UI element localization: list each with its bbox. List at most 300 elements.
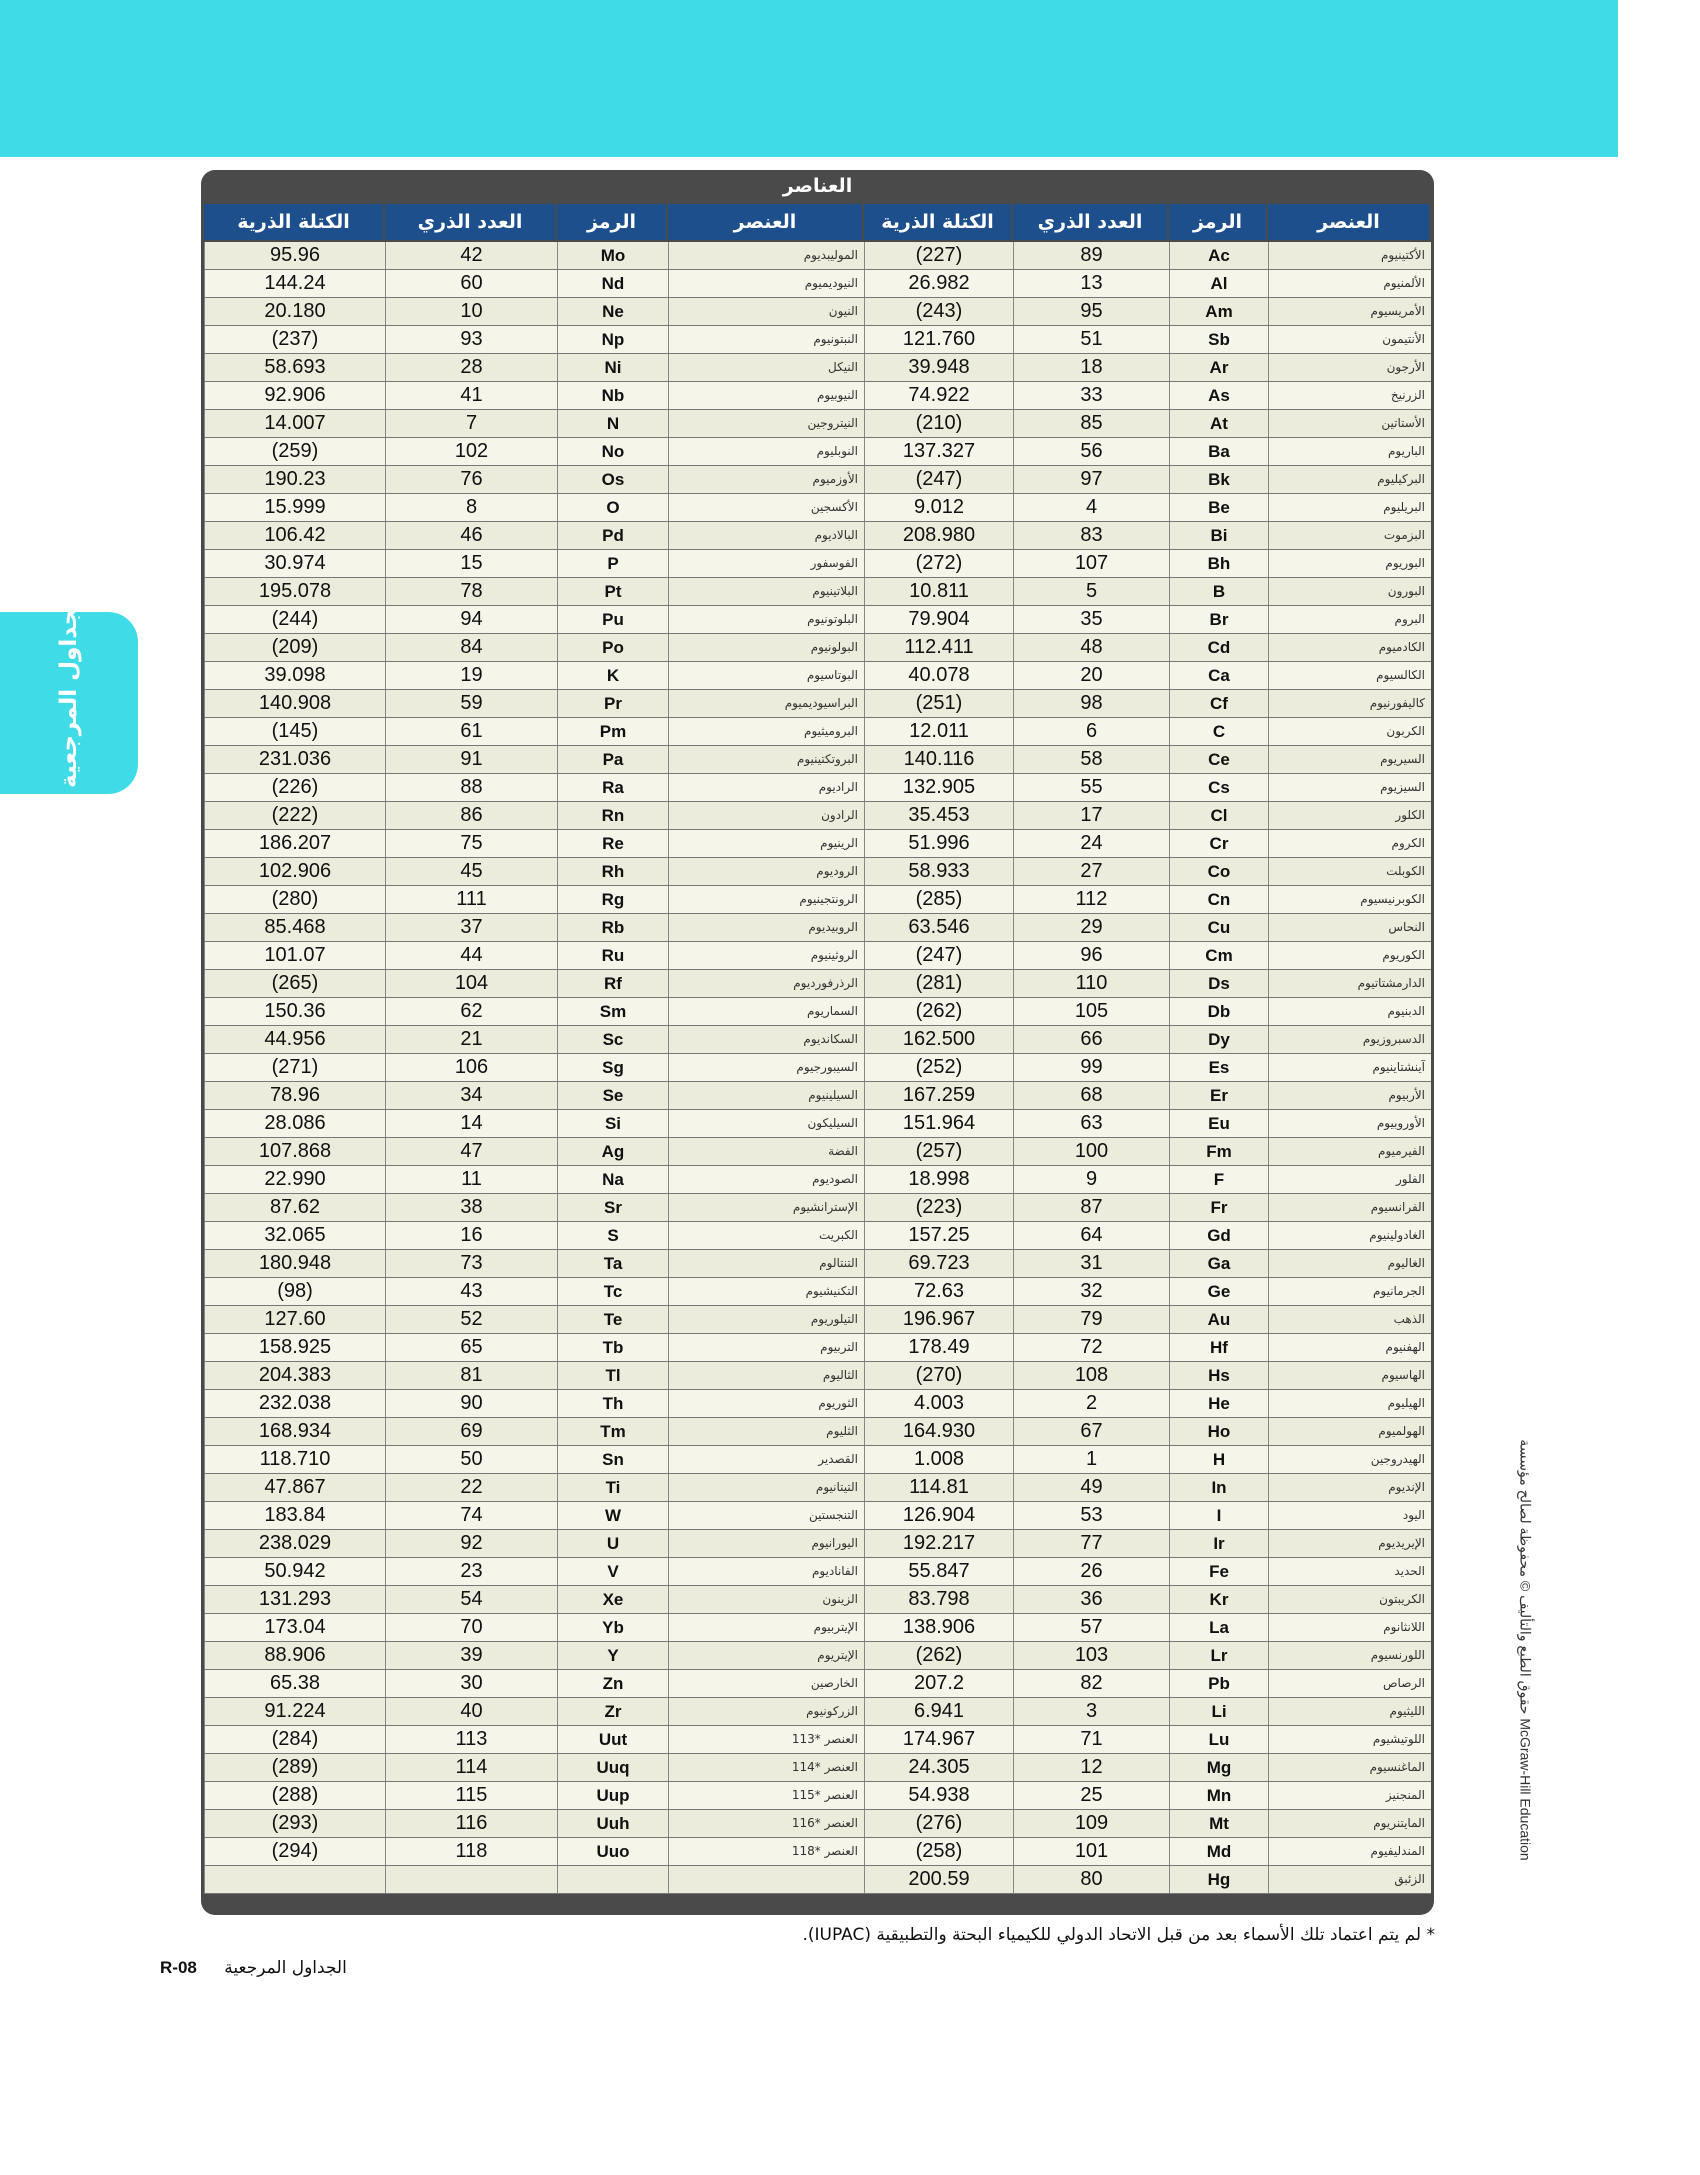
atomic-mass-left: 91.224	[204, 1698, 385, 1725]
element-symbol-left: U	[557, 1530, 668, 1557]
element-name-right: الغادولينيوم	[1268, 1222, 1431, 1249]
atomic-mass-left: 65.38	[204, 1670, 385, 1697]
element-symbol-right: Bk	[1169, 466, 1268, 493]
element-symbol-left: Sm	[557, 998, 668, 1025]
element-symbol-left: Np	[557, 326, 668, 353]
element-name-left: الروبيديوم	[668, 914, 864, 941]
table-row	[204, 634, 1431, 662]
element-name-right: الإنديوم	[1268, 1474, 1431, 1501]
element-name-right: الجرمانيوم	[1268, 1278, 1431, 1305]
table-row	[204, 802, 1431, 830]
header-element-right: العنصر	[1268, 204, 1429, 240]
atomic-number-right: 3	[1013, 1698, 1169, 1725]
atomic-number-right: 101	[1013, 1838, 1169, 1865]
atomic-number-left: 39	[385, 1642, 557, 1669]
element-symbol-left: Tm	[557, 1418, 668, 1445]
atomic-mass-left: 44.956	[204, 1026, 385, 1053]
element-name-left: الفاناديوم	[668, 1558, 864, 1585]
element-symbol-right: Ho	[1169, 1418, 1268, 1445]
atomic-number-left: 76	[385, 466, 557, 493]
atomic-number-left: 102	[385, 438, 557, 465]
element-symbol-left: Ne	[557, 298, 668, 325]
element-symbol-right: In	[1169, 1474, 1268, 1501]
element-symbol-left: Nb	[557, 382, 668, 409]
atomic-mass-left: 50.942	[204, 1558, 385, 1585]
table-row	[204, 1614, 1431, 1642]
element-name-right: آينشتاينيوم	[1268, 1054, 1431, 1081]
atomic-mass-left: 131.293	[204, 1586, 385, 1613]
atomic-number-left: 44	[385, 942, 557, 969]
element-symbol-left: Tb	[557, 1334, 668, 1361]
table-row	[204, 382, 1431, 410]
element-symbol-left: Ti	[557, 1474, 668, 1501]
atomic-mass-right: (247)	[864, 942, 1013, 969]
table-row	[204, 1138, 1431, 1166]
atomic-mass-right: 4.003	[864, 1390, 1013, 1417]
atomic-mass-left: 231.036	[204, 746, 385, 773]
element-name-right: الهولميوم	[1268, 1418, 1431, 1445]
header-symbol-right: الرمز	[1169, 204, 1266, 240]
atomic-mass-left: 47.867	[204, 1474, 385, 1501]
table-row	[204, 1446, 1431, 1474]
atomic-mass-left: (209)	[204, 634, 385, 661]
element-symbol-right: Cm	[1169, 942, 1268, 969]
element-name-right: الكروم	[1268, 830, 1431, 857]
atomic-mass-left: (289)	[204, 1754, 385, 1781]
atomic-number-right: 49	[1013, 1474, 1169, 1501]
atomic-mass-left: 150.36	[204, 998, 385, 1025]
element-name-left: العنصر *115	[668, 1782, 864, 1809]
atomic-number-left: 43	[385, 1278, 557, 1305]
atomic-mass-right: (247)	[864, 466, 1013, 493]
element-name-left: العنصر *116	[668, 1810, 864, 1837]
atomic-mass-left: 20.180	[204, 298, 385, 325]
element-symbol-right: Cn	[1169, 886, 1268, 913]
element-name-left: الثوريوم	[668, 1390, 864, 1417]
page-label: الجداول المرجعية	[224, 1958, 347, 1978]
element-name-left: الفضة	[668, 1138, 864, 1165]
atomic-number-right: 48	[1013, 634, 1169, 661]
table-row	[204, 354, 1431, 382]
atomic-number-right: 95	[1013, 298, 1169, 325]
atomic-mass-right: 26.982	[864, 270, 1013, 297]
atomic-number-left: 88	[385, 774, 557, 801]
atomic-mass-left: (244)	[204, 606, 385, 633]
element-name-right: الليثيوم	[1268, 1698, 1431, 1725]
table-row	[204, 690, 1431, 718]
element-symbol-right: Sb	[1169, 326, 1268, 353]
atomic-mass-left: (265)	[204, 970, 385, 997]
atomic-number-left: 19	[385, 662, 557, 689]
atomic-number-right: 83	[1013, 522, 1169, 549]
atomic-number-right: 18	[1013, 354, 1169, 381]
element-symbol-left: Rg	[557, 886, 668, 913]
table-row	[204, 1642, 1431, 1670]
element-symbol-right: Co	[1169, 858, 1268, 885]
atomic-mass-right: 137.327	[864, 438, 1013, 465]
element-symbol-right: Mt	[1169, 1810, 1268, 1837]
atomic-number-left: 93	[385, 326, 557, 353]
element-name-left: الموليبديوم	[668, 242, 864, 269]
element-symbol-left: Ni	[557, 354, 668, 381]
element-symbol-left: W	[557, 1502, 668, 1529]
header-mass-left: الكتلة الذرية	[204, 204, 383, 240]
element-name-left: الأوزميوم	[668, 466, 864, 493]
element-symbol-right: Md	[1169, 1838, 1268, 1865]
element-symbol-right: Es	[1169, 1054, 1268, 1081]
atomic-mass-left: 180.948	[204, 1250, 385, 1277]
element-symbol-right: Hs	[1169, 1362, 1268, 1389]
table-row	[204, 606, 1431, 634]
element-symbol-left: Te	[557, 1306, 668, 1333]
element-symbol-left: Uut	[557, 1726, 668, 1753]
element-name-left: البروتكتينيوم	[668, 746, 864, 773]
element-symbol-left: Xe	[557, 1586, 668, 1613]
atomic-number-left: 70	[385, 1614, 557, 1641]
element-symbol-left: Rh	[557, 858, 668, 885]
atomic-mass-right: 112.411	[864, 634, 1013, 661]
atomic-number-left: 47	[385, 1138, 557, 1165]
atomic-mass-right: (272)	[864, 550, 1013, 577]
element-name-left: الزركونيوم	[668, 1698, 864, 1725]
element-symbol-left: Rb	[557, 914, 668, 941]
atomic-mass-right: (270)	[864, 1362, 1013, 1389]
element-name-left: الرذرفورديوم	[668, 970, 864, 997]
table-row	[204, 1838, 1431, 1866]
element-symbol-right: Pb	[1169, 1670, 1268, 1697]
atomic-number-left: 14	[385, 1110, 557, 1137]
element-name-right: الغاليوم	[1268, 1250, 1431, 1277]
table-row	[204, 1586, 1431, 1614]
element-name-right: البوريوم	[1268, 550, 1431, 577]
atomic-number-right: 53	[1013, 1502, 1169, 1529]
element-symbol-left: Sr	[557, 1194, 668, 1221]
atomic-mass-right: 162.500	[864, 1026, 1013, 1053]
table-row	[204, 1530, 1431, 1558]
element-name-right: الدبنيوم	[1268, 998, 1431, 1025]
atomic-number-left: 22	[385, 1474, 557, 1501]
table-row	[204, 1390, 1431, 1418]
atomic-number-right: 9	[1013, 1166, 1169, 1193]
table-row	[204, 1670, 1431, 1698]
element-name-left: النوبليوم	[668, 438, 864, 465]
element-name-left: الكبريت	[668, 1222, 864, 1249]
element-symbol-right: Cf	[1169, 690, 1268, 717]
atomic-number-left: 74	[385, 1502, 557, 1529]
atomic-mass-left: (226)	[204, 774, 385, 801]
element-name-left: الفوسفور	[668, 550, 864, 577]
atomic-mass-right: 63.546	[864, 914, 1013, 941]
table-row	[204, 1502, 1431, 1530]
atomic-mass-right: 132.905	[864, 774, 1013, 801]
atomic-number-left: 61	[385, 718, 557, 745]
element-symbol-left: Yb	[557, 1614, 668, 1641]
atomic-mass-left: (222)	[204, 802, 385, 829]
atomic-number-left: 106	[385, 1054, 557, 1081]
atomic-number-left: 92	[385, 1530, 557, 1557]
atomic-mass-left: 183.84	[204, 1502, 385, 1529]
atomic-number-right: 80	[1013, 1866, 1169, 1893]
element-symbol-right: Db	[1169, 998, 1268, 1025]
element-name-left: الإيتربيوم	[668, 1614, 864, 1641]
atomic-number-right: 26	[1013, 1558, 1169, 1585]
table-row	[204, 1278, 1431, 1306]
element-symbol-left: Zn	[557, 1670, 668, 1697]
atomic-mass-right: (285)	[864, 886, 1013, 913]
element-name-left: السماريوم	[668, 998, 864, 1025]
element-symbol-right: Ga	[1169, 1250, 1268, 1277]
element-name-right: النحاس	[1268, 914, 1431, 941]
atomic-number-right: 27	[1013, 858, 1169, 885]
atomic-number-right: 66	[1013, 1026, 1169, 1053]
element-name-right: البركيليوم	[1268, 466, 1431, 493]
element-symbol-right: I	[1169, 1502, 1268, 1529]
atomic-mass-left: 190.23	[204, 466, 385, 493]
element-symbol-left: Si	[557, 1110, 668, 1137]
table-row	[204, 1558, 1431, 1586]
atomic-mass-left: 14.007	[204, 410, 385, 437]
atomic-number-right: 82	[1013, 1670, 1169, 1697]
element-name-left: الرونتجينيوم	[668, 886, 864, 913]
element-name-right: الكوبلت	[1268, 858, 1431, 885]
atomic-number-right: 72	[1013, 1334, 1169, 1361]
table-row	[204, 1418, 1431, 1446]
element-name-left: الإيتريوم	[668, 1642, 864, 1669]
atomic-mass-left: 39.098	[204, 662, 385, 689]
element-symbol-right: As	[1169, 382, 1268, 409]
table-row	[204, 998, 1431, 1026]
atomic-mass-right: 74.922	[864, 382, 1013, 409]
atomic-mass-left: 204.383	[204, 1362, 385, 1389]
atomic-mass-left: 238.029	[204, 1530, 385, 1557]
atomic-number-right: 57	[1013, 1614, 1169, 1641]
element-name-left: الأكسجين	[668, 494, 864, 521]
element-name-left: التربيوم	[668, 1334, 864, 1361]
atomic-mass-right: 167.259	[864, 1082, 1013, 1109]
atomic-mass-right: 54.938	[864, 1782, 1013, 1809]
table-row	[204, 1362, 1431, 1390]
atomic-mass-right: (227)	[864, 242, 1013, 269]
atomic-mass-right: 174.967	[864, 1726, 1013, 1753]
atomic-number-right: 33	[1013, 382, 1169, 409]
atomic-number-left: 118	[385, 1838, 557, 1865]
atomic-number-left: 60	[385, 270, 557, 297]
element-name-right: المندليفيوم	[1268, 1838, 1431, 1865]
atomic-mass-right: (210)	[864, 410, 1013, 437]
atomic-mass-left: (98)	[204, 1278, 385, 1305]
atomic-number-left: 37	[385, 914, 557, 941]
element-symbol-right: Lu	[1169, 1726, 1268, 1753]
atomic-number-left: 62	[385, 998, 557, 1025]
table-row	[204, 326, 1431, 354]
atomic-mass-left: 102.906	[204, 858, 385, 885]
element-name-left: الثاليوم	[668, 1362, 864, 1389]
element-symbol-right: B	[1169, 578, 1268, 605]
atomic-mass-right: 178.49	[864, 1334, 1013, 1361]
atomic-number-right: 67	[1013, 1418, 1169, 1445]
element-name-left: التنجستين	[668, 1502, 864, 1529]
element-name-right: الدسبروزيوم	[1268, 1026, 1431, 1053]
atomic-mass-right: (257)	[864, 1138, 1013, 1165]
atomic-number-right: 110	[1013, 970, 1169, 997]
element-symbol-left: K	[557, 662, 668, 689]
table-row	[204, 1026, 1431, 1054]
table-row	[204, 774, 1431, 802]
element-name-left: النيوديميوم	[668, 270, 864, 297]
element-name-right: الأوروبيوم	[1268, 1110, 1431, 1137]
atomic-mass-right: (258)	[864, 1838, 1013, 1865]
element-name-right: الكلور	[1268, 802, 1431, 829]
element-name-right: الهيليوم	[1268, 1390, 1431, 1417]
atomic-number-left: 42	[385, 242, 557, 269]
atomic-mass-left: 140.908	[204, 690, 385, 717]
element-symbol-right: Lr	[1169, 1642, 1268, 1669]
atomic-mass-right: 121.760	[864, 326, 1013, 353]
atomic-mass-right: 207.2	[864, 1670, 1013, 1697]
atomic-number-right: 24	[1013, 830, 1169, 857]
atomic-mass-left: (288)	[204, 1782, 385, 1809]
element-name-right: الهيدروجين	[1268, 1446, 1431, 1473]
element-symbol-right: H	[1169, 1446, 1268, 1473]
atomic-number-right: 64	[1013, 1222, 1169, 1249]
atomic-mass-right: 58.933	[864, 858, 1013, 885]
element-symbol-right: Fr	[1169, 1194, 1268, 1221]
atomic-number-right: 31	[1013, 1250, 1169, 1277]
element-name-left: البلوتونيوم	[668, 606, 864, 633]
table-row	[204, 830, 1431, 858]
table-row	[204, 1306, 1431, 1334]
element-symbol-left: P	[557, 550, 668, 577]
element-name-left: النيون	[668, 298, 864, 325]
atomic-number-left: 94	[385, 606, 557, 633]
atomic-number-left: 8	[385, 494, 557, 521]
footnote: * لم يتم اعتماد تلك الأسماء بعد من قبل الاتحاد الدولي للكيمياء البحتة والتطبيقية (IUPAC).	[802, 1925, 1435, 1945]
element-symbol-right: Bi	[1169, 522, 1268, 549]
atomic-mass-right: 1.008	[864, 1446, 1013, 1473]
atomic-mass-right: (223)	[864, 1194, 1013, 1221]
atomic-mass-right: (262)	[864, 998, 1013, 1025]
atomic-mass-right: 192.217	[864, 1530, 1013, 1557]
element-symbol-left	[557, 1866, 668, 1893]
element-name-left: الروديوم	[668, 858, 864, 885]
atomic-number-left: 52	[385, 1306, 557, 1333]
atomic-mass-right: 9.012	[864, 494, 1013, 521]
element-name-right: البريليوم	[1268, 494, 1431, 521]
element-name-right: الفيرميوم	[1268, 1138, 1431, 1165]
element-name-left: النيكل	[668, 354, 864, 381]
element-name-left: الثليوم	[668, 1418, 864, 1445]
element-name-right: الهفنيوم	[1268, 1334, 1431, 1361]
atomic-number-left: 7	[385, 410, 557, 437]
atomic-number-right: 97	[1013, 466, 1169, 493]
element-name-left: السيبورجيوم	[668, 1054, 864, 1081]
element-name-left: الخارصين	[668, 1670, 864, 1697]
element-symbol-right: Br	[1169, 606, 1268, 633]
element-symbol-left: Uuq	[557, 1754, 668, 1781]
atomic-number-right: 96	[1013, 942, 1169, 969]
table-row	[204, 1726, 1431, 1754]
table-row	[204, 1194, 1431, 1222]
atomic-mass-right: 126.904	[864, 1502, 1013, 1529]
copyright-notice: حقوق الطبع والتأليف © محفوظة لصالح مؤسسة McGraw-Hill Education	[1517, 1439, 1534, 1861]
atomic-number-right: 1	[1013, 1446, 1169, 1473]
top-color-band	[0, 0, 1618, 157]
element-name-right: الماغنسيوم	[1268, 1754, 1431, 1781]
table-row	[204, 1866, 1431, 1894]
table-title: العناصر	[782, 175, 853, 197]
atomic-number-right: 13	[1013, 270, 1169, 297]
table-row	[204, 1474, 1431, 1502]
atomic-mass-left: 87.62	[204, 1194, 385, 1221]
atomic-mass-left: 144.24	[204, 270, 385, 297]
atomic-number-right: 29	[1013, 914, 1169, 941]
element-name-left: البلاتينيوم	[668, 578, 864, 605]
element-symbol-right: Ce	[1169, 746, 1268, 773]
reference-tables-side-tab[interactable]	[0, 592, 138, 794]
element-symbol-right: Ir	[1169, 1530, 1268, 1557]
element-name-right: اللورنسيوم	[1268, 1642, 1431, 1669]
atomic-mass-left: 195.078	[204, 578, 385, 605]
atomic-number-right: 4	[1013, 494, 1169, 521]
atomic-number-left: 69	[385, 1418, 557, 1445]
atomic-number-right: 6	[1013, 718, 1169, 745]
element-symbol-right: Ge	[1169, 1278, 1268, 1305]
element-name-left: التيلوريوم	[668, 1306, 864, 1333]
atomic-mass-left: (294)	[204, 1838, 385, 1865]
element-name-left: البروميثيوم	[668, 718, 864, 745]
atomic-number-right: 58	[1013, 746, 1169, 773]
element-name-right: البورون	[1268, 578, 1431, 605]
atomic-mass-right: 157.25	[864, 1222, 1013, 1249]
element-symbol-left: Rf	[557, 970, 668, 997]
atomic-mass-left: (280)	[204, 886, 385, 913]
atomic-mass-left: 101.07	[204, 942, 385, 969]
element-name-right: الكالسيوم	[1268, 662, 1431, 689]
element-symbol-left: Sc	[557, 1026, 668, 1053]
atomic-number-left: 86	[385, 802, 557, 829]
atomic-mass-right: 6.941	[864, 1698, 1013, 1725]
atomic-number-left: 90	[385, 1390, 557, 1417]
atomic-number-left: 40	[385, 1698, 557, 1725]
atomic-mass-right: 10.811	[864, 578, 1013, 605]
atomic-number-right: 20	[1013, 662, 1169, 689]
atomic-number-right: 68	[1013, 1082, 1169, 1109]
element-name-left: التكنيشيوم	[668, 1278, 864, 1305]
atomic-number-left: 78	[385, 578, 557, 605]
element-name-left: اليورانيوم	[668, 1530, 864, 1557]
element-symbol-right: Gd	[1169, 1222, 1268, 1249]
element-symbol-left: Se	[557, 1082, 668, 1109]
table-row	[204, 494, 1431, 522]
atomic-mass-left: 168.934	[204, 1418, 385, 1445]
element-symbol-left: Nd	[557, 270, 668, 297]
element-symbol-left: Pr	[557, 690, 668, 717]
atomic-mass-left: 22.990	[204, 1166, 385, 1193]
atomic-number-left: 81	[385, 1362, 557, 1389]
atomic-mass-right: (243)	[864, 298, 1013, 325]
element-symbol-right: Au	[1169, 1306, 1268, 1333]
element-name-right: الذهب	[1268, 1306, 1431, 1333]
header-element-left: العنصر	[668, 204, 862, 240]
atomic-mass-right: 40.078	[864, 662, 1013, 689]
element-name-left: الصوديوم	[668, 1166, 864, 1193]
atomic-mass-left: 95.96	[204, 242, 385, 269]
element-symbol-right: Al	[1169, 270, 1268, 297]
atomic-number-left: 116	[385, 1810, 557, 1837]
element-symbol-right: Fm	[1169, 1138, 1268, 1165]
element-symbol-left: Th	[557, 1390, 668, 1417]
atomic-mass-left: (259)	[204, 438, 385, 465]
